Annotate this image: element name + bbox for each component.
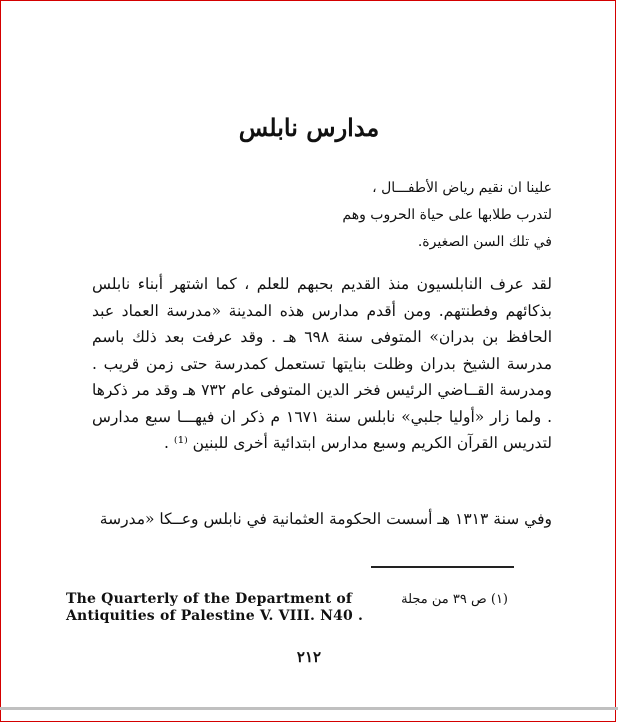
epigraph-line-2: لتدرب طلابها على حياة الحروب وهم <box>342 207 552 223</box>
epigraph <box>252 175 552 256</box>
page-title: مدارس نابلس <box>238 113 380 142</box>
page-number: ٢١٢ <box>296 648 322 666</box>
footnote-english-line-2: Antiquities of Palestine V. VIII. N40 . <box>66 608 364 624</box>
epigraph-line-3: في تلك السن الصغيرة. <box>417 234 552 250</box>
epigraph-line-1: علينا ان نقيم رياض الأطفـــال ، <box>372 180 552 196</box>
footnote-english <box>66 591 363 625</box>
body-paragraph-2: وفي سنة ١٣١٣ هـ أسست الحكومة العثمانية في نابلس وعــكا «مدرسة <box>99 510 552 528</box>
footnote-english-line-1: The Quarterly of the Department of <box>66 591 353 607</box>
body-paragraph-1: لقد عرف النابلسيون منذ القديم بحبهم للعلم ، كما اشتهر أبناء نابلس بذكائهم وفطنتهم. ومن أقدم مدارس هذه المدينة «مدرسة العماد عبد الحافظ بن بدران» المتوفى سنة ٦٩٨ هـ . وقد عرفت بعد ذلك باسم مدرسة الشيخ بدران وظلت بنايتها تستعمل كمدرسة حتى زمن قريب . ومدرسة القــاضي الرئيس فخر الدين المتوفى عام ٧٣٢ هـ وقد مر ذكرها . ولما زار «أوليا جلبي» نابلس سنة ١٦٧١ م ذكر ان فيهـــا سبع مدارس لتدريس القرآن الكريم وسبع مدارس ابتدائية أخرى للبنين ⁽¹⁾ . <box>92 275 552 452</box>
footnote-arabic: (١) ص ٣٩ من مجلة <box>401 592 508 607</box>
footnote-divider <box>371 566 514 568</box>
bottom-bar <box>0 707 618 710</box>
